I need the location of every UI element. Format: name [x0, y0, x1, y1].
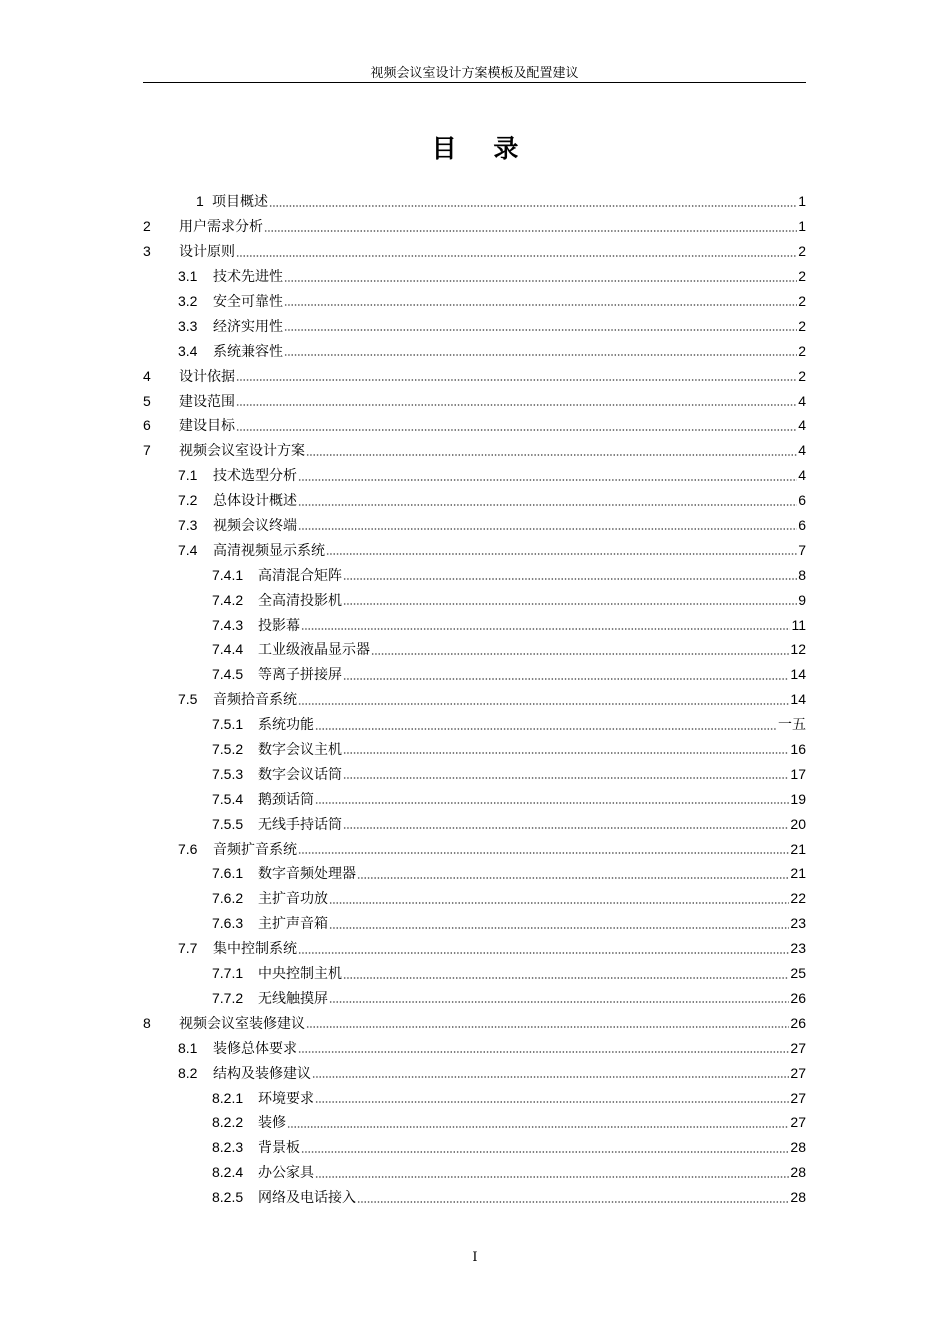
toc-entry-page: 2 — [798, 243, 806, 260]
toc-entry-number: 3.4 — [178, 342, 198, 359]
toc-dot-leader — [315, 728, 777, 730]
toc-entry[interactable] — [143, 313, 806, 338]
toc-entry-label: 用户需求分析 — [179, 219, 263, 236]
toc-entry-page: 4 — [798, 392, 806, 409]
toc-entry-label: 鹅颈话筒 — [258, 791, 314, 808]
toc-entry-page: 2 — [798, 268, 806, 285]
toc-entry-label: 技术先进性 — [213, 269, 283, 286]
toc-entry[interactable] — [143, 214, 806, 239]
toc-dot-leader — [269, 205, 797, 207]
toc-entry-number: 7.5.4 — [212, 790, 244, 807]
toc-entry-number: 8.1 — [178, 1039, 198, 1056]
toc-dot-leader — [301, 1151, 789, 1153]
toc-entry-label: 中央控制主机 — [258, 966, 342, 983]
toc-entry-label: 办公家具 — [258, 1165, 314, 1182]
toc-entry-page: 26 — [790, 989, 806, 1006]
toc-entry-page: 2 — [798, 317, 806, 334]
toc-dot-leader — [284, 304, 797, 306]
toc-entry-number: 7.4.4 — [212, 641, 244, 658]
toc-entry-label: 技术选型分析 — [213, 468, 297, 485]
toc-entry[interactable] — [143, 289, 806, 314]
toc-entry-label: 音频拾音系统 — [213, 692, 297, 709]
toc-dot-leader — [284, 329, 797, 331]
toc-entry[interactable] — [143, 712, 806, 737]
toc-entry-page: 22 — [790, 890, 806, 907]
toc-entry-page: 28 — [790, 1164, 806, 1181]
toc-entry-page: 21 — [790, 865, 806, 882]
toc-dot-leader — [287, 1126, 789, 1128]
toc-entry[interactable] — [143, 587, 806, 612]
toc-entry[interactable] — [143, 1185, 806, 1210]
toc-entry[interactable] — [143, 836, 806, 861]
toc-entry-number: 7.4.1 — [212, 566, 244, 583]
toc-entry-label: 投影幕 — [258, 617, 300, 634]
toc-dot-leader — [315, 802, 789, 804]
page-header-title: 视频会议室设计方案模板及配置建议 — [370, 66, 579, 81]
toc-dot-leader — [284, 354, 797, 356]
toc-entry-label: 项目概述 — [212, 194, 268, 211]
toc-entry[interactable] — [143, 463, 806, 488]
toc-entry[interactable] — [143, 861, 806, 886]
toc-entry-number: 8.2.5 — [212, 1189, 244, 1206]
toc-entry[interactable] — [143, 338, 806, 363]
toc-entry-number: 7.4.5 — [212, 666, 244, 683]
toc-entry[interactable] — [143, 662, 806, 687]
toc-entry-page: 23 — [790, 940, 806, 957]
toc-entry[interactable] — [143, 811, 806, 836]
toc-dot-leader — [306, 454, 797, 456]
toc-entry-page: 7 — [798, 541, 806, 558]
toc-entry[interactable] — [143, 737, 806, 762]
toc-entry-page: 16 — [790, 741, 806, 758]
toc-dot-leader — [298, 504, 797, 506]
toc-entry-number: 7.2 — [178, 492, 198, 509]
toc-entry-label: 经济实用性 — [213, 318, 283, 335]
toc-entry-label: 集中控制系统 — [213, 941, 297, 958]
toc-entry[interactable] — [143, 687, 806, 712]
toc-entry[interactable] — [143, 1010, 806, 1035]
toc-dot-leader — [236, 379, 797, 381]
toc-dot-leader — [284, 280, 797, 282]
toc-entry-page: 1 — [798, 218, 806, 235]
toc-dot-leader — [371, 653, 789, 655]
toc-entry-number: 7.6 — [178, 840, 198, 857]
toc-entry-number: 6 — [143, 417, 151, 434]
toc-entry-label: 音频扩音系统 — [213, 841, 297, 858]
toc-entry-page: 27 — [790, 1039, 806, 1056]
toc-entry-label: 视频会议室设计方案 — [179, 443, 305, 460]
table-of-contents — [143, 189, 806, 1210]
toc-entry-number: 7.4.3 — [212, 616, 244, 633]
toc-entry-page: 27 — [790, 1064, 806, 1081]
toc-entry-number: 3.2 — [178, 293, 198, 309]
toc-entry-number: 7.5.3 — [212, 765, 244, 782]
toc-dot-leader — [357, 877, 789, 879]
toc-dot-leader — [343, 827, 789, 829]
toc-entry-label: 建设范围 — [179, 393, 235, 410]
toc-entry-page: 6 — [798, 492, 806, 509]
toc-entry-number: 2 — [143, 218, 151, 235]
toc-entry[interactable] — [143, 1060, 806, 1085]
toc-dot-leader — [301, 628, 790, 630]
toc-entry-page: 2 — [798, 342, 806, 359]
toc-dot-leader — [326, 553, 797, 555]
toc-entry-number: 1 — [196, 193, 204, 210]
toc-entry[interactable] — [143, 986, 806, 1011]
toc-dot-leader — [236, 404, 797, 406]
toc-entry[interactable] — [143, 513, 806, 538]
toc-entry[interactable] — [143, 239, 806, 264]
toc-entry-number: 7.6.2 — [212, 890, 244, 907]
toc-entry-number: 3 — [143, 243, 151, 260]
toc-entry[interactable] — [143, 189, 806, 214]
toc-entry-number: 7.7 — [178, 940, 198, 957]
toc-entry-label: 系统功能 — [258, 717, 314, 734]
toc-entry-number: 8.2.3 — [212, 1139, 244, 1156]
toc-dot-leader — [357, 1201, 789, 1203]
toc-entry-label: 结构及装修建议 — [213, 1065, 311, 1082]
toc-entry[interactable] — [143, 1135, 806, 1160]
toc-dot-leader — [329, 902, 789, 904]
toc-entry-number: 8 — [143, 1014, 151, 1031]
toc-dot-leader — [298, 528, 797, 530]
toc-entry-number: 4 — [143, 367, 151, 384]
toc-entry[interactable] — [143, 761, 806, 786]
toc-entry[interactable] — [143, 637, 806, 662]
toc-entry-number: 5 — [143, 392, 151, 409]
toc-entry-label: 等离子拼接屏 — [258, 667, 342, 684]
toc-entry-label: 高清视频显示系统 — [213, 542, 325, 559]
toc-entry[interactable] — [143, 438, 806, 463]
toc-dot-leader — [298, 952, 789, 954]
toc-entry-label: 全高清投影机 — [258, 592, 342, 609]
toc-entry-label: 装修总体要求 — [213, 1040, 297, 1057]
toc-entry-label: 系统兼容性 — [213, 343, 283, 360]
toc-entry-page: 2 — [798, 367, 806, 384]
toc-entry-page: 11 — [791, 616, 806, 633]
toc-entry[interactable] — [143, 612, 806, 637]
toc-entry-number: 8.2.2 — [212, 1114, 244, 1131]
toc-entry-page: 27 — [790, 1089, 806, 1106]
toc-entry[interactable] — [143, 1160, 806, 1185]
toc-entry[interactable] — [143, 911, 806, 936]
toc-entry-label: 数字会议主机 — [258, 742, 342, 759]
toc-entry-page: 14 — [790, 666, 806, 683]
toc-entry[interactable] — [143, 488, 806, 513]
toc-entry-label: 环境要求 — [258, 1090, 314, 1107]
toc-entry-page: 14 — [790, 691, 806, 708]
toc-entry[interactable] — [143, 1085, 806, 1110]
toc-entry-label: 安全可靠性 — [213, 294, 283, 310]
toc-entry-label: 装修 — [258, 1115, 286, 1132]
toc-entry-label: 视频会议室装修建议 — [179, 1015, 305, 1032]
toc-entry-label: 设计原则 — [179, 244, 235, 261]
toc-entry-number: 8.2 — [178, 1064, 198, 1081]
toc-entry[interactable] — [143, 1110, 806, 1135]
toc-dot-leader — [264, 230, 797, 232]
toc-entry-label: 背景板 — [258, 1140, 300, 1157]
toc-entry-label: 网络及电话接入 — [258, 1190, 356, 1207]
toc-entry-page: 19 — [790, 790, 806, 807]
toc-entry-page: 8 — [798, 566, 806, 583]
toc-dot-leader — [315, 1176, 789, 1178]
toc-entry-number: 7.5 — [178, 691, 198, 708]
toc-dot-leader — [343, 977, 789, 979]
toc-entry[interactable] — [143, 537, 806, 562]
toc-dot-leader — [343, 578, 797, 580]
toc-entry-label: 主扩声音箱 — [258, 916, 328, 933]
toc-entry-label: 工业级液晶显示器 — [258, 642, 370, 659]
toc-dot-leader — [343, 678, 789, 680]
toc-entry[interactable] — [143, 886, 806, 911]
toc-entry-number: 7.4.2 — [212, 591, 244, 608]
toc-entry-page: 6 — [798, 517, 806, 534]
toc-entry-number: 7 — [143, 442, 151, 459]
toc-entry-number: 7.7.2 — [212, 989, 244, 1006]
toc-entry-label: 视频会议终端 — [213, 518, 297, 535]
toc-entry-label: 设计依据 — [179, 368, 235, 385]
toc-entry-number: 7.7.1 — [212, 965, 244, 982]
toc-entry-label: 无线手持话筒 — [258, 816, 342, 833]
toc-entry-page: 4 — [798, 467, 806, 484]
header-divider — [143, 82, 806, 83]
toc-dot-leader — [236, 255, 797, 257]
toc-entry-page: 23 — [790, 915, 806, 932]
toc-entry[interactable] — [143, 562, 806, 587]
toc-dot-leader — [298, 1051, 789, 1053]
toc-dot-leader — [343, 752, 789, 754]
toc-entry-number: 3.1 — [178, 268, 198, 285]
toc-entry-page: 28 — [790, 1139, 806, 1156]
page-number: I — [472, 1250, 478, 1265]
toc-entry-page: 21 — [790, 840, 806, 857]
toc-entry-number: 8.2.1 — [212, 1089, 244, 1106]
toc-entry[interactable] — [143, 936, 806, 961]
toc-entry-page: 26 — [790, 1014, 806, 1031]
toc-entry-label: 总体设计概述 — [213, 493, 297, 510]
toc-entry-number: 7.6.3 — [212, 915, 244, 932]
toc-entry-number: 7.4 — [178, 541, 198, 558]
toc-entry-number: 7.3 — [178, 517, 198, 534]
toc-heading: 目 录 — [431, 134, 533, 163]
toc-entry-page: 12 — [790, 641, 806, 658]
toc-entry-label: 建设目标 — [179, 418, 235, 435]
toc-dot-leader — [306, 1026, 789, 1028]
toc-dot-leader — [329, 927, 789, 929]
toc-entry-number: 3.3 — [178, 317, 198, 334]
toc-entry[interactable] — [143, 786, 806, 811]
toc-entry-label: 高清混合矩阵 — [258, 567, 342, 584]
toc-dot-leader — [236, 429, 797, 431]
toc-entry[interactable] — [143, 388, 806, 413]
toc-entry-page: 1 — [798, 193, 806, 210]
toc-entry[interactable] — [143, 264, 806, 289]
toc-entry-page: 25 — [790, 965, 806, 982]
toc-entry-number: 7.6.1 — [212, 865, 244, 882]
toc-entry-page: 一五 — [778, 717, 806, 734]
toc-entry-number: 8.2.4 — [212, 1164, 244, 1181]
toc-entry-number: 7.5.1 — [212, 716, 244, 733]
toc-entry-page: 27 — [790, 1114, 806, 1131]
toc-entry-page: 4 — [798, 442, 806, 459]
toc-dot-leader — [298, 703, 789, 705]
toc-dot-leader — [343, 603, 797, 605]
toc-entry-label: 数字会议话筒 — [258, 766, 342, 783]
toc-entry-page: 4 — [798, 417, 806, 434]
toc-entry-page: 17 — [790, 765, 806, 782]
toc-entry-label: 主扩音功放 — [258, 891, 328, 908]
toc-entry[interactable] — [143, 413, 806, 438]
toc-entry-number: 7.1 — [178, 467, 198, 484]
toc-entry-label: 数字音频处理器 — [258, 866, 356, 883]
toc-entry-page: 28 — [790, 1189, 806, 1206]
toc-entry-page: 20 — [790, 815, 806, 832]
toc-dot-leader — [343, 777, 789, 779]
toc-entry-label: 无线触摸屏 — [258, 990, 328, 1007]
toc-entry[interactable] — [143, 1035, 806, 1060]
toc-dot-leader — [329, 1001, 789, 1003]
toc-entry-number: 7.5.2 — [212, 741, 244, 758]
toc-dot-leader — [298, 479, 797, 481]
toc-dot-leader — [315, 1101, 789, 1103]
toc-entry[interactable] — [143, 961, 806, 986]
toc-dot-leader — [312, 1076, 789, 1078]
toc-dot-leader — [298, 852, 789, 854]
toc-entry-page: 2 — [798, 293, 806, 309]
toc-entry-number: 7.5.5 — [212, 815, 244, 832]
toc-entry-page: 9 — [798, 591, 806, 608]
toc-entry[interactable] — [143, 363, 806, 388]
